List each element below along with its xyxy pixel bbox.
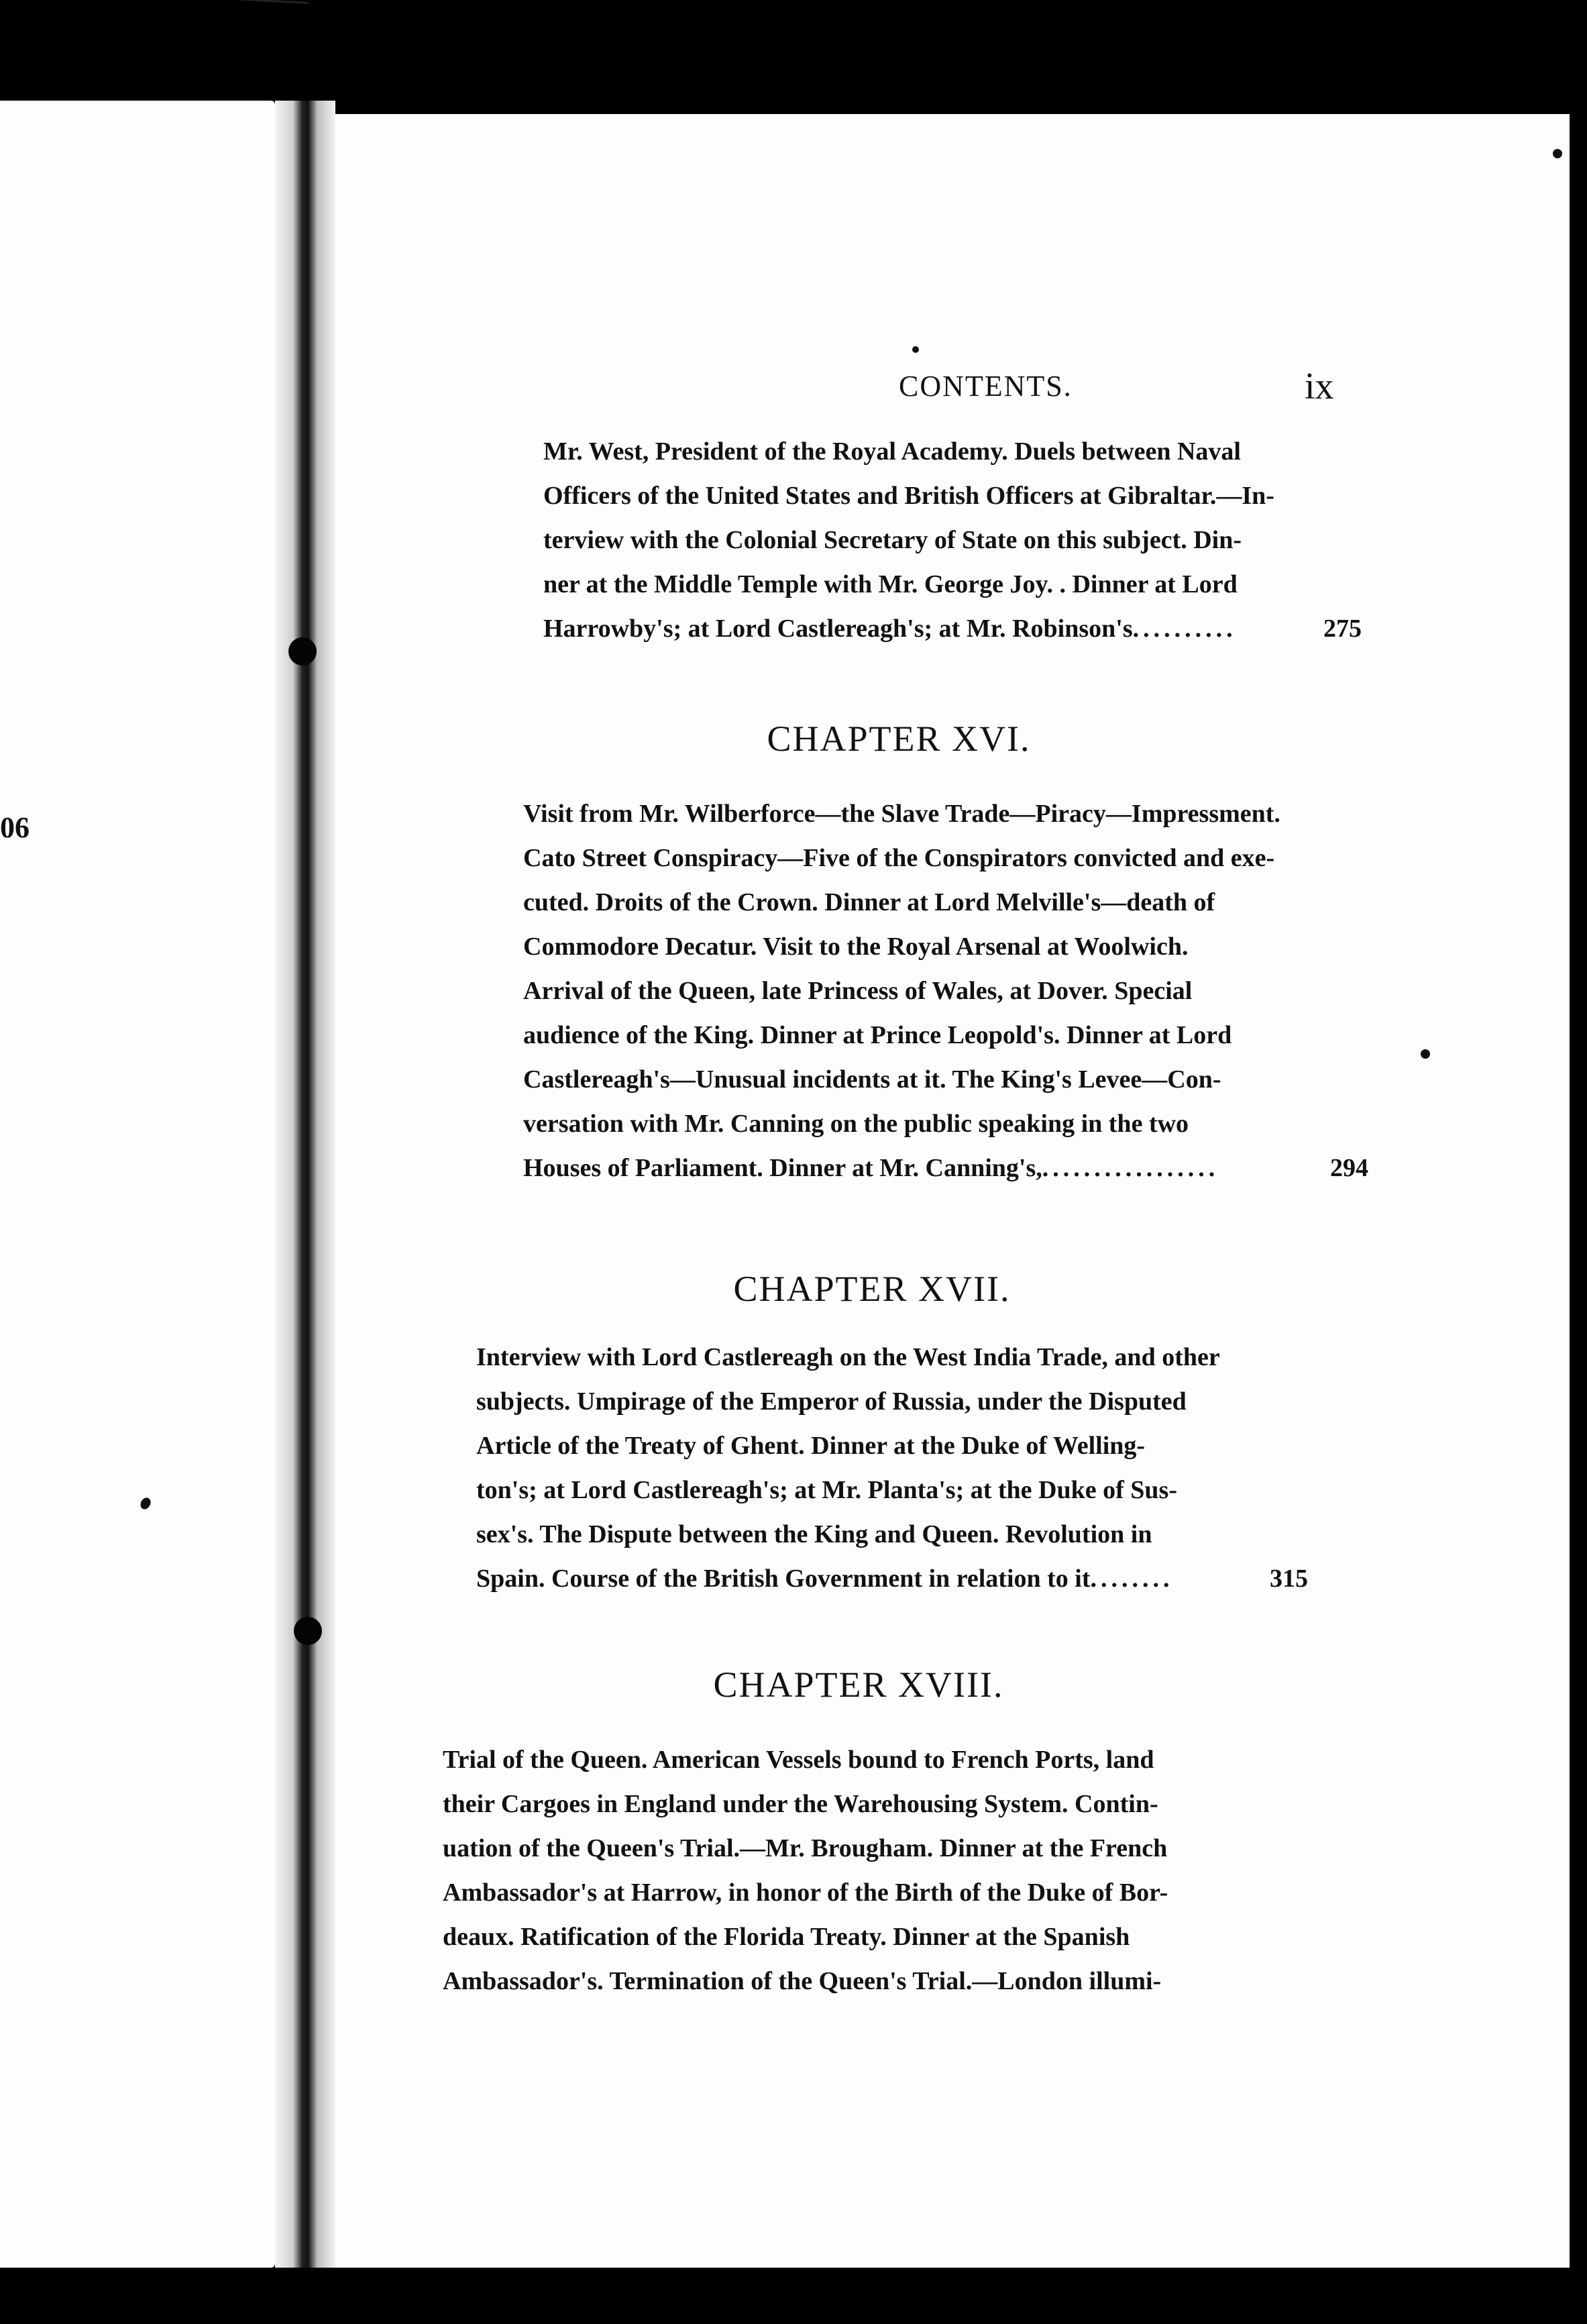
chapter-summary — [443, 1738, 1274, 2003]
chapter-heading: CHAPTER XVII. — [733, 1269, 1011, 1309]
toc-line: ton's; at Lord Castlereagh's; at Mr. Planta's; at the Duke of Sus- — [476, 1476, 1177, 1504]
toc-line: Arrival of the Queen, late Princess of Wales, at Dover. Special — [523, 977, 1193, 1005]
toc-line: uation of the Queen's Trial.—Mr. Brougham. Dinner at the French — [443, 1834, 1168, 1862]
toc-line: deaux. Ratification of the Florida Treaty. Dinner at the Spanish — [443, 1923, 1130, 1951]
left-page — [0, 101, 275, 2268]
running-head-page-number: ix — [1305, 366, 1334, 407]
leader-dots: .......... — [1132, 615, 1237, 643]
toc-line: terview with the Colonial Secretary of State on this subject. Din- — [543, 526, 1242, 554]
running-head — [402, 366, 1543, 423]
toc-line: Interview with Lord Castlereagh on the West India Trade, and other — [476, 1343, 1220, 1371]
running-head-title: CONTENTS. — [899, 370, 1073, 403]
toc-line: subjects. Umpirage of the Emperor of Russia, under the Disputed — [476, 1387, 1187, 1416]
ink-speck — [138, 1496, 152, 1512]
book-gutter — [275, 101, 335, 2268]
toc-line: Trial of the Queen. American Vessels bound to French Ports, land — [443, 1746, 1154, 1774]
toc-line: Harrowby's; at Lord Castlereagh's; at Mr. Robinson's — [543, 615, 1133, 643]
toc-last-line — [543, 606, 1362, 651]
toc-entry-continued — [543, 429, 1362, 651]
leader-dots: ........ — [1090, 1565, 1174, 1593]
toc-line: Commodore Decatur. Visit to the Royal Arsenal at Woolwich. — [523, 933, 1189, 961]
leader-dots: ................. — [1042, 1154, 1219, 1182]
toc-page-number: 275 — [1323, 615, 1362, 643]
toc-line: Visit from Mr. Wilberforce—the Slave Trade—Piracy—Impressment. — [523, 800, 1280, 828]
binding-stitch — [294, 1617, 322, 1645]
toc-last-line — [476, 1556, 1308, 1601]
toc-line: sex's. The Dispute between the King and Queen. Revolution in — [476, 1520, 1152, 1548]
left-page-fragment: 06 — [0, 811, 30, 844]
right-page — [335, 114, 1570, 2268]
ink-speck — [1553, 149, 1562, 158]
toc-line: Ambassador's. Termination of the Queen's Trial.—London illumi- — [443, 1967, 1162, 1995]
chapter-heading: CHAPTER XVI. — [767, 719, 1031, 759]
toc-line: Ambassador's at Harrow, in honor of the Birth of the Duke of Bor- — [443, 1879, 1168, 1907]
toc-line: Officers of the United States and British Officers at Gibraltar.—In- — [543, 482, 1274, 510]
binding-stitch — [288, 637, 317, 666]
toc-line: versation with Mr. Canning on the public speaking in the two — [523, 1110, 1189, 1138]
toc-last-line — [523, 1146, 1368, 1190]
toc-line: Castlereagh's—Unusual incidents at it. The King's Levee—Con- — [523, 1065, 1221, 1094]
toc-line: Cato Street Conspiracy—Five of the Conspirators convicted and exe- — [523, 844, 1275, 872]
toc-line: cuted. Droits of the Crown. Dinner at Lord Melville's—death of — [523, 888, 1215, 916]
toc-line: audience of the King. Dinner at Prince Leopold's. Dinner at Lord — [523, 1021, 1232, 1049]
toc-page-number: 294 — [1330, 1154, 1368, 1182]
chapter-summary — [523, 792, 1368, 1190]
toc-line: Houses of Parliament. Dinner at Mr. Canning's, — [523, 1154, 1042, 1182]
toc-line: Article of the Treaty of Ghent. Dinner at the Duke of Welling- — [476, 1432, 1146, 1460]
ink-speck — [1421, 1049, 1430, 1059]
chapter-heading: CHAPTER XVIII. — [713, 1665, 1004, 1705]
toc-line: Mr. West, President of the Royal Academy. Duels between Naval — [543, 437, 1241, 466]
toc-line: their Cargoes in England under the Warehousing System. Contin- — [443, 1790, 1158, 1818]
toc-line: ner at the Middle Temple with Mr. George Joy. . Dinner at Lord — [543, 570, 1238, 598]
toc-page-number: 315 — [1270, 1565, 1308, 1593]
ink-speck — [912, 346, 919, 353]
chapter-summary — [476, 1335, 1308, 1601]
toc-line: Spain. Course of the British Government in relation to it — [476, 1565, 1091, 1593]
